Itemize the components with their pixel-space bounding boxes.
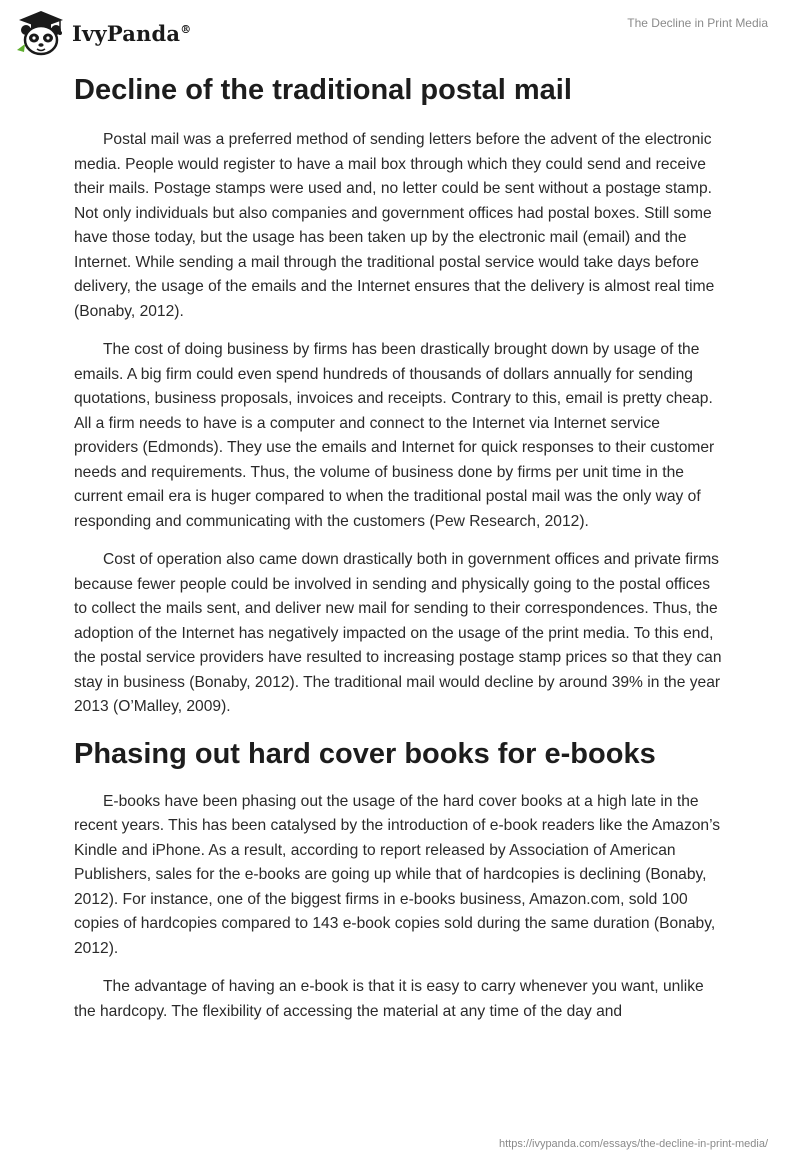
paragraph: Cost of operation also came down drastically both in government offices and private firms because fewer people could be involved in sending and physically going to the postal offices to collect the mails sent, and deliver new mail for sending to their correspondences. Thus, the adoption of the Internet has negatively impacted on the usage of the print media. To this end, the postal service providers have resulted to increasing postage stamp prices so that they can stay in business (Bonaby, 2012). The traditional mail would decline by around 39% in the year 2013 (O’Malley, 2009). xyxy=(74,551,722,715)
registered-mark: ® xyxy=(180,22,192,36)
brand-name: IvyPanda® xyxy=(72,20,192,46)
panda-graduate-icon xyxy=(14,8,68,58)
section-heading-postal-mail: Decline of the traditional postal mail xyxy=(74,74,572,106)
document-title: The Decline in Print Media xyxy=(627,16,768,30)
source-url[interactable]: https://ivypanda.com/essays/the-decline-in-print-media/ xyxy=(498,1138,768,1150)
article-body xyxy=(74,70,722,1038)
paragraph: Postal mail was a preferred method of sending letters before the advent of the electronic media. People would register to have a mail box through which they could send and receive their mails. Postage stamps were used and, no letter could be sent without a postage stamp. Not only individuals but also companies and government offices had postal boxes. Still some have those today, but the usage has been taken up by the electronic mail (email) and the Internet. While sending a mail through the traditional postal service would take days before delivery, the usage of the emails and the Internet ensures that the delivery is almost real time (Bonaby, 2012). xyxy=(74,131,715,320)
section-heading-ebooks: Phasing out hard cover books for e-books xyxy=(74,737,656,770)
ivypanda-logo[interactable] xyxy=(14,8,191,58)
paragraph: The cost of doing business by firms has been drastically brought down by usage of the emails. A big firm could even spend hundreds of thousands of dollars annually for sending quotations, business proposals, invoices and receipts. Contrary to this, email is pretty cheap. All a firm needs to have is a computer and connect to the Internet via Internet service providers (Edmonds). They use the emails and Internet for quick responses to their customer needs and requirements. Thus, the volume of business done by firms per unit time in the current email era is huger compared to when the traditional postal mail was the only way of responding and communicating with the customers (Pew Research, 2012). xyxy=(74,341,715,530)
paragraph: The advantage of having an e-book is that it is easy to carry whenever you want, unlike the hardcopy. The flexibility of accessing the material at any time of the day and xyxy=(74,978,704,1020)
paragraph: E-books have been phasing out the usage of the hard cover books at a high late in the recent years. This has been catalysed by the introduction of e-book readers like the Amazon’s Kindle and iPhone. As a result, according to report released by Association of American Publishers, sales for the e-books are going up while that of hardcopies is declining (Bonaby, 2012). For instance, one of the biggest firms in e-books business, Amazon.com, sold 100 copies of hardcopies compared to 143 e-book copies sold during the same duration (Bonaby, 2012). xyxy=(74,792,721,957)
